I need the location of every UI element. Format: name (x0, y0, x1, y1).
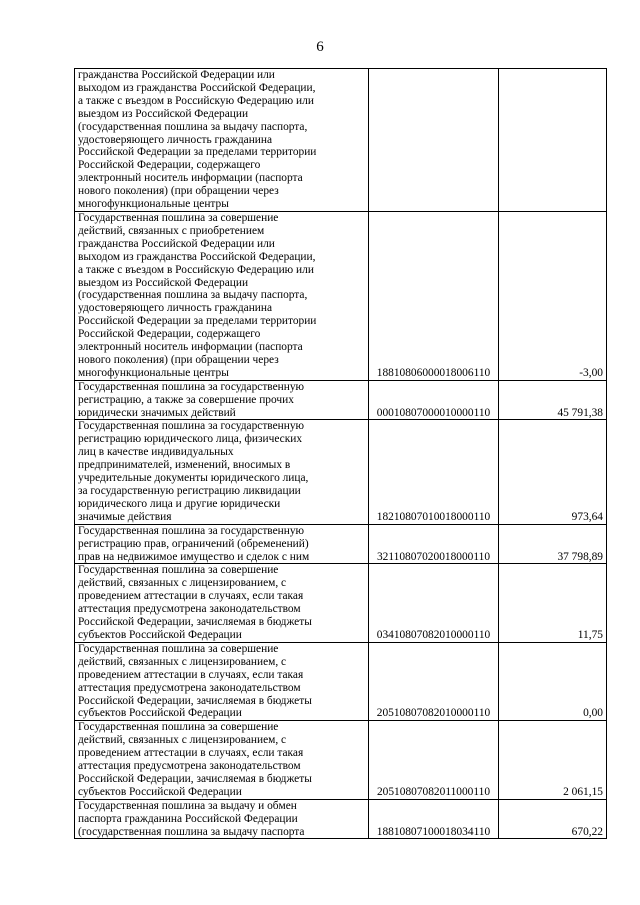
revenue-name-cell: Государственная пошлина за государственную регистрацию юридического лица, физических лиц в качестве индивидуальных предпринимателей, изменений, вносимых в учредительные документы юридического лица, за государственную регистрацию ликвидации юридического лица и другие юридически значимые действия (75, 420, 369, 524)
revenue-name-cell: Государственная пошлина за государственную регистрацию, а также за совершение прочих юридически значимых действий (75, 380, 369, 420)
budget-code-cell: 03410807082010000110 (369, 564, 499, 642)
budget-revenue-table (74, 68, 607, 839)
amount-cell: 0,00 (499, 642, 607, 720)
amount-cell: 973,64 (499, 420, 607, 524)
amount-cell: -3,00 (499, 211, 607, 380)
table-row (75, 211, 607, 380)
budget-code-cell (369, 69, 499, 212)
revenue-name-cell: Государственная пошлина за государственную регистрацию прав, ограничений (обременений) прав на недвижимое имущество и сделок с ним (75, 524, 369, 564)
table-row (75, 799, 607, 839)
budget-code-cell: 00010807000010000110 (369, 380, 499, 420)
page-number: 6 (316, 39, 324, 55)
revenue-name-cell: Государственная пошлина за совершение действий, связанных с лицензированием, с проведением аттестации в случаях, если такая аттестация предусмотрена законодательством Российской Федерации, зачисляемая в бюджеты субъектов Российской Федерации (75, 564, 369, 642)
revenue-name-cell: Государственная пошлина за совершение действий, связанных с приобретением гражданства Российской Федерации или выходом из гражданства Российской Федерации, а также с въездом в Российскую Федерацию или выездом из Российской Федерации (государственная пошлина за выдачу паспорта, удостоверяющего личность гражданина Российской Федерации за пределами территории Российской Федерации, содержащего электронный носитель информации (паспорта нового поколения) (при обращении через многофункциональные центры (75, 211, 369, 380)
table-row (75, 380, 607, 420)
amount-cell: 2 061,15 (499, 721, 607, 799)
amount-cell: 11,75 (499, 564, 607, 642)
amount-cell: 670,22 (499, 799, 607, 839)
amount-cell: 45 791,38 (499, 380, 607, 420)
budget-code-cell: 20510807082010000110 (369, 642, 499, 720)
budget-code-cell: 18210807010018000110 (369, 420, 499, 524)
revenue-name-cell: Государственная пошлина за совершение действий, связанных с лицензированием, с проведением аттестации в случаях, если такая аттестация предусмотрена законодательством Российской Федерации, зачисляемая в бюджеты субъектов Российской Федерации (75, 721, 369, 799)
revenue-name-cell: Государственная пошлина за выдачу и обмен паспорта гражданина Российской Федерации (государственная пошлина за выдачу паспорта (75, 799, 369, 839)
budget-code-cell: 20510807082011000110 (369, 721, 499, 799)
table-row (75, 420, 607, 524)
budget-code-cell: 18810806000018006110 (369, 211, 499, 380)
amount-cell: 37 798,89 (499, 524, 607, 564)
revenue-name-cell: Государственная пошлина за совершение действий, связанных с лицензированием, с проведением аттестации в случаях, если такая аттестация предусмотрена законодательством Российской Федерации, зачисляемая в бюджеты субъектов Российской Федерации (75, 642, 369, 720)
table-row (75, 564, 607, 642)
table-row (75, 642, 607, 720)
budget-code-cell: 18810807100018034110 (369, 799, 499, 839)
budget-code-cell: 32110807020018000110 (369, 524, 499, 564)
amount-cell (499, 69, 607, 212)
table-row (75, 524, 607, 564)
revenue-name-cell: гражданства Российской Федерации или выходом из гражданства Российской Федерации, а также с въездом в Российскую Федерацию или выездом из Российской Федерации (государственная пошлина за выдачу паспорта, удостоверяющего личность гражданина Российской Федерации за пределами территории Российской Федерации, содержащего электронный носитель информации (паспорта нового поколения) (при обращении через многофункциональные центры (75, 69, 369, 212)
table-row (75, 69, 607, 212)
table-row (75, 721, 607, 799)
